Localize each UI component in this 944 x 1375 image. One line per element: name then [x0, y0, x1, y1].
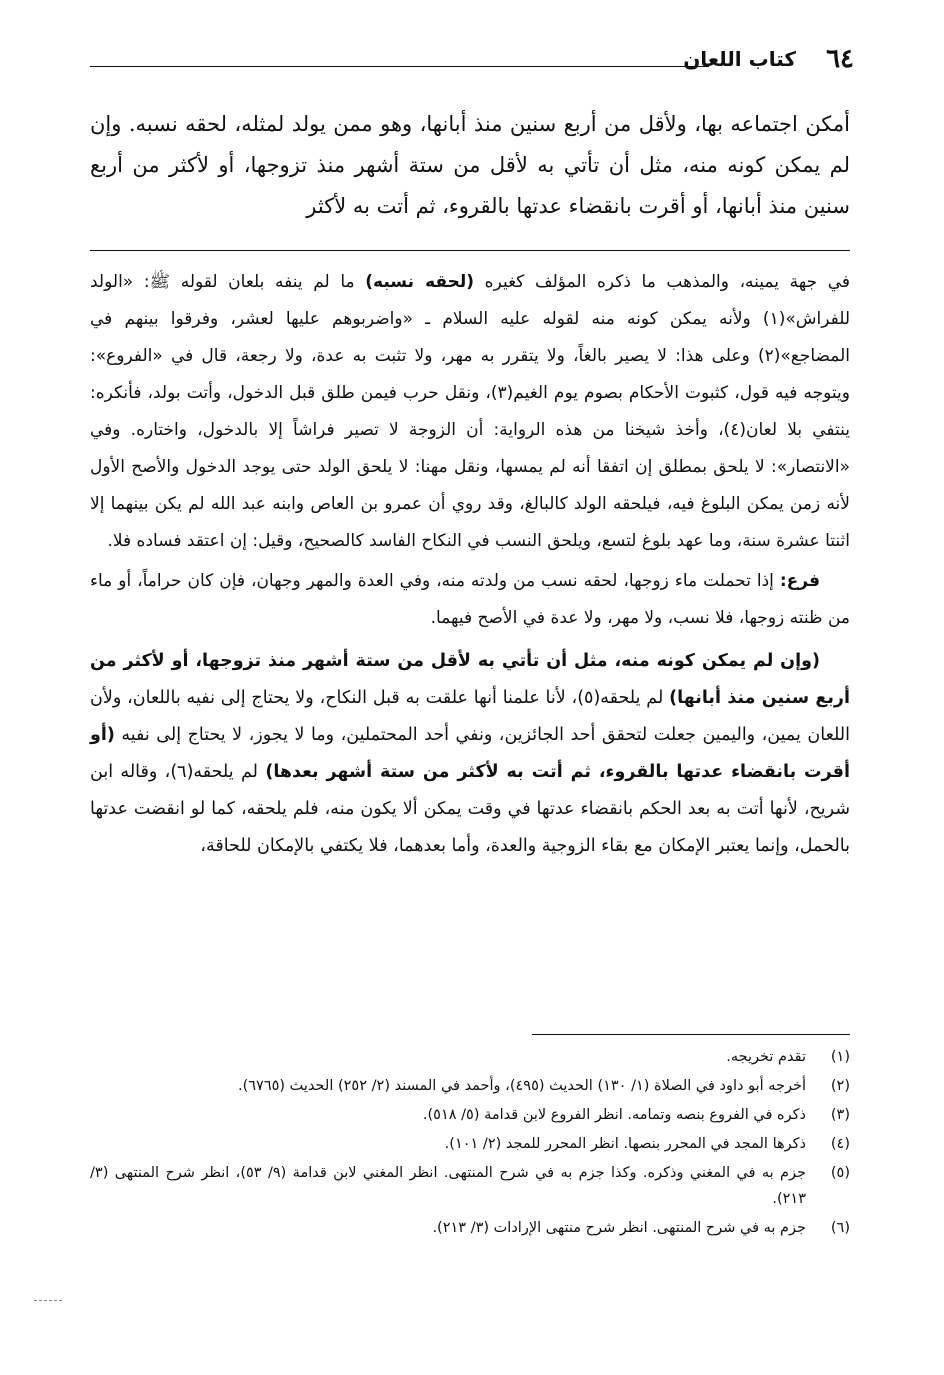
commentary-text-run: في جهة يمينه، والمذهب ما ذكره المؤلف كغيره: [474, 272, 850, 292]
footnote: [90, 1160, 850, 1212]
footnote: [90, 1215, 850, 1241]
commentary-text: [90, 264, 850, 865]
quoted-matn-bold: (أو أقرت بانقضاء عدتها بالقروء، ثم أتت به لأكثر من ستة أشهر بعدها): [90, 725, 850, 782]
footnote-number: (٤): [830, 1136, 850, 1152]
commentary-paragraph-3: [90, 643, 850, 865]
footnotes: [90, 1044, 850, 1244]
footnote: [90, 1073, 850, 1099]
footnote: [90, 1044, 850, 1070]
footnote-text: جزم به في المغني وذكره. وكذا جزم به في شرح المنتهى. انظر المغني لابن قدامة (٩/ ٥٣)، انظر شرح المنتهى (٣/ ٢١٣).: [90, 1165, 806, 1207]
footnote-text: تقدم تخريجه.: [726, 1049, 806, 1065]
scan-mark: [34, 1300, 62, 1301]
footnote-number: (٥): [830, 1165, 850, 1181]
footnote-rule: [532, 1034, 850, 1035]
quoted-matn-bold: (وإن لم يمكن كونه منه، مثل أن تأتي به لأقل من ستة أشهر منذ تزوجها، أو لأكثر من أربع سنين منذ أبانها): [90, 651, 850, 708]
footnote-text: ذكرها المجد في المحرر بنصها. انظر المحرر للمجد (٢/ ١٠١).: [444, 1136, 806, 1152]
footnote-number: (٣): [830, 1107, 850, 1123]
header-rule: [90, 66, 709, 67]
footnote-number: (١): [830, 1049, 850, 1065]
page-header: [90, 42, 854, 76]
book-title: كتاب اللعان: [683, 47, 796, 71]
commentary-paragraph-1: [90, 264, 850, 560]
footnote: [90, 1131, 850, 1157]
footnote-text: جزم به في شرح المنتهى. انظر شرح منتهى الإرادات (٣/ ٢١٣).: [432, 1220, 806, 1236]
commentary-text-run: لم يلحقه(٥)، لأنا علمنا أنها علقت به قبل النكاح، ولا يحتاج إلى نفيه باللعان، ولأن اللعان يمين، واليمين جعلت لتحقق أحد الجائزين، ونفي أحد المحتملين، وما لا يجوز، لا يحتاج إلى نفيه: [90, 688, 850, 745]
footnote-number: (٢): [830, 1078, 850, 1094]
branch-label: فرع:: [779, 571, 820, 591]
matn-text: [90, 104, 850, 227]
matn-separator: [90, 250, 850, 251]
commentary-text-run: لم يلحقه(٦)، وقاله ابن شريح، لأنها أتت به بعد الحكم بانقضاء عدتها في وقت يمكن ألا يكون منه، فلم يلحقه، كما لو انقضت عدتها بالحمل، وإنما يعتبر الإمكان مع بقاء الزوجية والعدة، وأما بعدهما، فلا يكتفي بالإمكان للحاقة،: [90, 762, 850, 856]
commentary-text-run: ما لم ينفه بلعان لقوله ﷺ: «الولد للفراش»(١) ولأنه يمكن كونه منه لقوله عليه السلام ـ «واضربوهم عليها لعشر، وفرقوا بينهم في المضاجع»(٢) وعلى هذا: لا يصير بالغاً، ولا يتقرر به مهر، ولا تثبت به عدة، ولا رجعة، قال في «الفروع»: ويتوجه فيه قول، كثبوت الأحكام بصوم يوم الغيم(٣)، ونقل حرب فيمن طلق قبل الدخول، وأتت بولد، فأنكره: ينتفي بلا لعان(٤)، وأخذ شيخنا من هذه الرواية: أن الزوجة لا تصير فراشاً إلا بالدخول، واختاره. وفي «الانتصار»: لا يلحق بمطلق إن اتفقا أنه لم يمسها، ونقل مهنا: لا يلحق الولد حتى يوجد الدخول والأصح الأول لأنه زمن يمكن البلوغ فيه، فيلحقه الولد كالبالغ، وقد روي أن عمرو بن العاص وابنه عبد الله لم يكن بينهما إلا اثنتا عشرة سنة، وما عهد بلوغ لتسع، ويلحق النسب في النكاح الفاسد كالصحيح، وقيل: إن اعتقد فساده فلا.: [90, 272, 851, 551]
footnote: [90, 1102, 850, 1128]
matn-paragraph: أمكن اجتماعه بها، ولأقل من أربع سنين منذ أبانها، وهو ممن يولد لمثله، لحقه نسبه. وإن لم يمكن كونه منه، مثل أن تأتي به لأقل من ستة أشهر منذ تزوجها، أو لأكثر من أربع سنين منذ أبانها، أو أقرت بانقضاء عدتها بالقروء، ثم أتت به لأكثر: [90, 112, 850, 218]
page-number: ٦٤: [826, 44, 854, 74]
footnote-text: أخرجه أبو داود في الصلاة (١/ ١٣٠) الحديث (٤٩٥)، وأحمد في المسند (٢/ ٢٥٢) الحديث (٦٧٦٥).: [237, 1078, 806, 1094]
commentary-paragraph-branch: [90, 563, 850, 637]
footnote-number: (٦): [830, 1220, 850, 1236]
footnote-text: ذكره في الفروع بنصه وتمامه. انظر الفروع لابن قدامة (٥/ ٥١٨).: [422, 1107, 806, 1123]
quoted-matn-bold: (لحقه نسبه): [365, 272, 475, 292]
commentary-text-run: إذا تحملت ماء زوجها، لحقه نسب من ولدته منه، وفي العدة والمهر وجهان، فإن كان حراماً، أو ماء من ظنته زوجها، فلا نسب، ولا مهر، ولا عدة في الأصح فيهما.: [90, 571, 850, 628]
